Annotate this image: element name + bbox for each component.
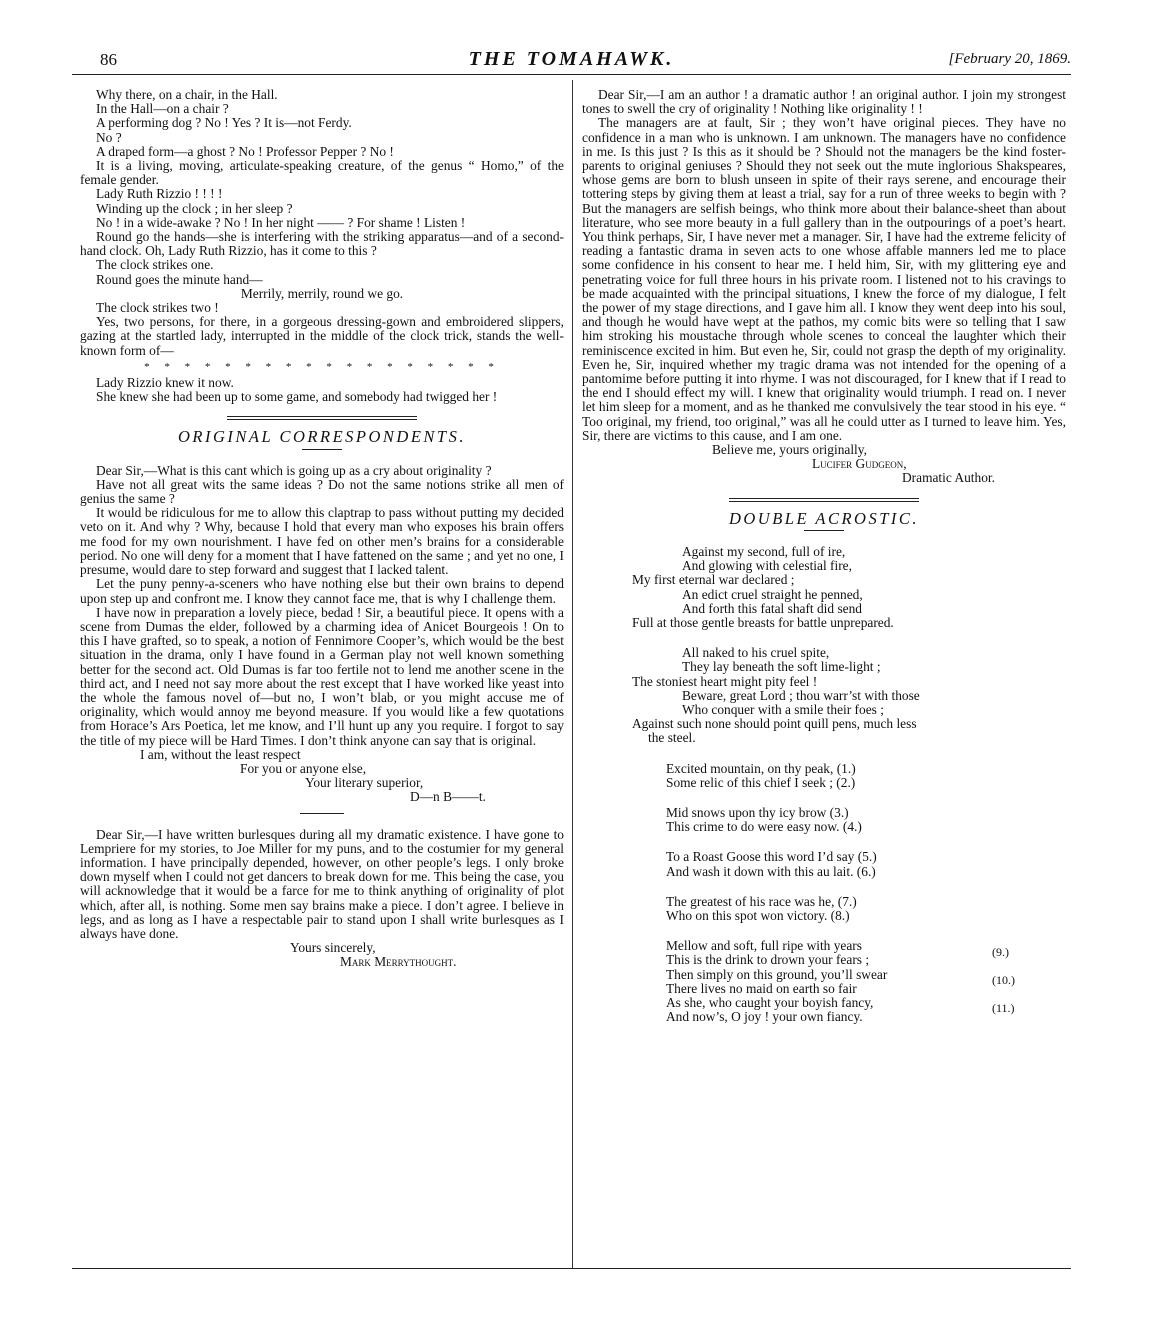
clue-number: (9.) [992,945,1009,960]
clue-number: (11.) [992,1001,1015,1016]
verse-line: And glowing with celestial fire, [682,558,852,574]
asterism: * * * * * * * * * * * * * * * * * * [144,360,500,373]
signoff-line: Your literary superior, [305,775,424,791]
clue-line: Then simply on this ground, you’ll swear [666,966,888,982]
letter-paragraph: The managers are at fault, Sir ; they won’t have original pieces. They have no confidence in a man who is unknown. I am unknown. The managers have no confidence in me. Is this just ? Is this as it should be ? Should not the managers be the kind foster-parents to original geniuses ? Should they not seek out the mute inglorious Shakspeares, whose gems are born to blush unseen in spite of their rays serene, and encourage their tottering steps by giving them at least a trial, say for a run of three weeks to begin with ? But the managers are selfish beings, who think more about their balance-sheet than about literature, who see more beauty in a full gallery than in the outpourings of a poet’s heart. You think perhaps, Sir, I have never met a manager. Sir, I have had the extreme felicity of reading a fantastic drama in seven acts to one whose affable manners led me to place some confidence in his consent to hear me. I held him, Sir, with my glittering eye and penetrating voice for full three hours in his private room. I listened not to his cravings to be made acquainted with the principal situations, I knew the force of my dialogue, I felt the power of my stage directions, and I gave him all. I know they went deep into his soul, and though he would have wept at the pathos, my comic bits were so telling that I saw him stroking his moustache through whole scenes to conceal the laughter which their reminiscence excited in him. But even he, Sir, could not grasp the depth of my originality. Even he, Sir, inquired whether my tragic drama was not intended for the opening of a pantomime before putting it into rhyme. I was not discouraged, for I knew that if I read to the end I should effect my will. I knew that originality would triumph. I read on. I never let him sleep for a moment, and as he thanked me convulsively the tear stood in his eye. “ Too original, my friend, too original,” was all he could utter as I turned to leave him. Yes, Sir, there are victims to this cause, and I am one. [582,115,1066,443]
verse-line: Who conquer with a smile their foes ; [682,701,884,717]
signature: D—n B——t. [410,789,486,805]
verse-line: Full at those gentle breasts for battle unprepared. [632,614,894,630]
clue-line: This crime to do were easy now. (4.) [666,819,862,835]
letter-paragraph: It would be ridiculous for me to allow this claptrap to pass without putting my decided veto on it. And why ? Why, because I hold that every man who exposes his brain offers me food for my own nourishment. I have fed on other men’s brains for a considerable period. No one will deny for a moment that I have fattened on the same ; and yet no one, I presume, would dare to step forward and suggest that I lacked talent. [80,505,564,578]
verse-line: Against such none should point quill pens, much less [632,716,917,732]
clue-line: There lives no maid on earth so fair [666,980,857,996]
verse-line: And forth this fatal shaft did send [682,600,862,616]
clue-line: Excited mountain, on thy peak, (1.) [666,760,856,776]
acrostic-stanza-1 [582,545,1066,630]
text-line: Lady Ruth Rizzio ! ! ! ! [96,186,223,202]
section-heading-correspondents: ORIGINAL CORRESPONDENTS. [178,427,466,447]
letter-paragraph: Let the puny penny-a-sceners who have nothing else but their own brains to depend upon step up and confront me. I know they cannot face me, that is why I challenge them. [80,576,564,606]
verse-line: Against my second, full of ire, [682,543,846,559]
clue-line: The greatest of his race was he, (7.) [666,893,857,909]
clue-line: And now’s, O joy ! your own fiancy. [666,1009,863,1025]
column-divider [572,80,573,1268]
letter-paragraph: Have not all great wits the same ideas ? Do not the same notions strike all men of genius the same ? [80,476,564,507]
signature: Lucifer Gudgeon, [812,456,907,472]
clue-line: This is the drink to drown your fears ; [666,952,870,968]
right-column [582,88,1066,1024]
text-line: No ? [96,129,122,145]
letter-paragraph: Dear Sir,—I am an author ! a dramatic author ! an original author. I join my strongest tones to swell the cry of originality ! Nothing like originality ! ! [582,87,1066,117]
clue-line: Who on this spot won victory. (8.) [666,907,850,923]
signoff-line: For you or anyone else, [240,760,367,776]
clue-line: Mellow and soft, full ripe with years [666,938,862,954]
short-rule [300,813,344,814]
signoff-line: I am, without the least respect [140,746,301,762]
text-line: In the Hall—on a chair ? [96,101,229,117]
text-line: The clock strikes two ! [96,300,219,316]
page-number: 86 [100,50,117,69]
text-line: Lady Rizzio knew it now. [96,375,234,391]
short-rule [302,449,342,450]
clue-line: And wash it down with this au lait. (6.) [666,863,876,879]
text-line: No ! in a wide-awake ? No ! In her night —— ? For shame ! Listen ! [96,214,466,230]
text-line: The clock strikes one. [96,257,214,273]
signature: Mark Merrythought. [340,954,457,970]
verse-line: They lay beneath the soft lime-light ; [682,659,881,675]
left-column [80,88,564,970]
letter-paragraph: Dear Sir,—I have written burlesques during all my dramatic existence. I have gone to Lempriere for my stories, to Joe Miller for my puns, and to the costumier for my general information. I have principally depended, however, on other people’s legs. I only broke down myself when I could not get dancers to break down for me. This being the case, you will acknowledge that it would be a farce for me to think anything of originality of plot which, after all, is nothing. Some men say brains make a piece. I don’t agree. I believe in legs, and as long as I have a respectable pair to stand upon I shall write burlesques as I always have done. [80,826,564,941]
publication-title: THE TOMAHAWK. [468,48,675,70]
clue-line: As she, who caught your boyish fancy, [666,994,874,1010]
verse-line: Beware, great Lord ; thou warr’st with those [682,687,920,703]
verse-line: My first eternal war declared ; [632,572,795,588]
page-bottom-rule [72,1268,1071,1269]
text-line: It is a living, moving, articulate-speaking creature, of the genus “ Homo,” of the female gender. [80,158,564,188]
text-line: A draped form—a ghost ? No ! Professor Pepper ? No ! [96,143,394,159]
section-heading-acrostic: DOUBLE ACROSTIC. [728,508,920,528]
text-line: Yes, two persons, for there, in a gorgeous dressing-gown and embroidered slippers, gazing at the startled lady, interrupted in the middle of the clock trick, stands the well-known form of— [80,314,564,358]
signoff-line: Believe me, yours originally, [712,442,867,458]
clue-line: Mid snows upon thy icy brow (3.) [666,804,849,820]
clue-line: To a Roast Goose this word I’d say (5.) [666,849,877,865]
verse-line: the steel. [648,730,696,746]
text-line: Why there, on a chair, in the Hall. [96,87,278,102]
refrain-line: Merrily, merrily, round we go. [240,285,404,301]
clue-line: Some relic of this chief I seek ; (2.) [666,774,856,790]
text-line: Round go the hands—she is interfering with the striking apparatus—and of a second-hand clock. Oh, Lady Ruth Rizzio, has it come to this ? [80,229,564,259]
text-line: A performing dog ? No ! Yes ? It is—not Ferdy. [96,115,352,131]
section-rule [227,416,417,420]
verse-line: An edict cruel straight he penned, [682,586,863,602]
page-header [72,46,1071,75]
verse-line: The stoniest heart might pity feel ! [632,673,818,689]
final-clue-group [582,939,1066,1024]
verse-line: All naked to his cruel spite, [682,645,830,661]
section-rule [729,498,919,502]
text-line: Round goes the minute hand— [96,271,263,287]
signoff-line: Dramatic Author. [902,470,995,486]
clue-number: (10.) [992,973,1015,988]
text-line: She knew she had been up to some game, and somebody had twigged her ! [96,389,498,405]
issue-date: [February 20, 1869. [948,51,1071,67]
text-line: Winding up the clock ; in her sleep ? [96,200,293,216]
acrostic-stanza-2 [582,646,1066,745]
letter-paragraph: Dear Sir,—What is this cant which is going up as a cry about originality ? [96,462,492,478]
letter-paragraph: I have now in preparation a lovely piece, bedad ! Sir, a beautiful piece. It opens with a scene from Dumas the elder, followed by a charming idea of Anicet Bourgeois ! On to this I have grafted, so to speak, a notion of Fennimore Cooper’s, which would be the best situation in the drama, only I have found in a German play not well known something better for the second act. Old Dumas is far too fertile not to lend me another scene in the third act, and I need not say more about the rest except that I have worked like yeast into the whole the famous novel of—but no, I won’t blab, or you might accuse me of originality, which would annoy me beyond measure. If you would like a few quotations from Horace’s Ars Poetica, let me know, and I’ll hunt up any you require. I forgot to say the title of my piece will be Hard Times. I don’t think anyone can say that is original. [80,604,564,748]
signoff-line: Yours sincerely, [290,940,376,956]
short-rule [804,530,844,531]
